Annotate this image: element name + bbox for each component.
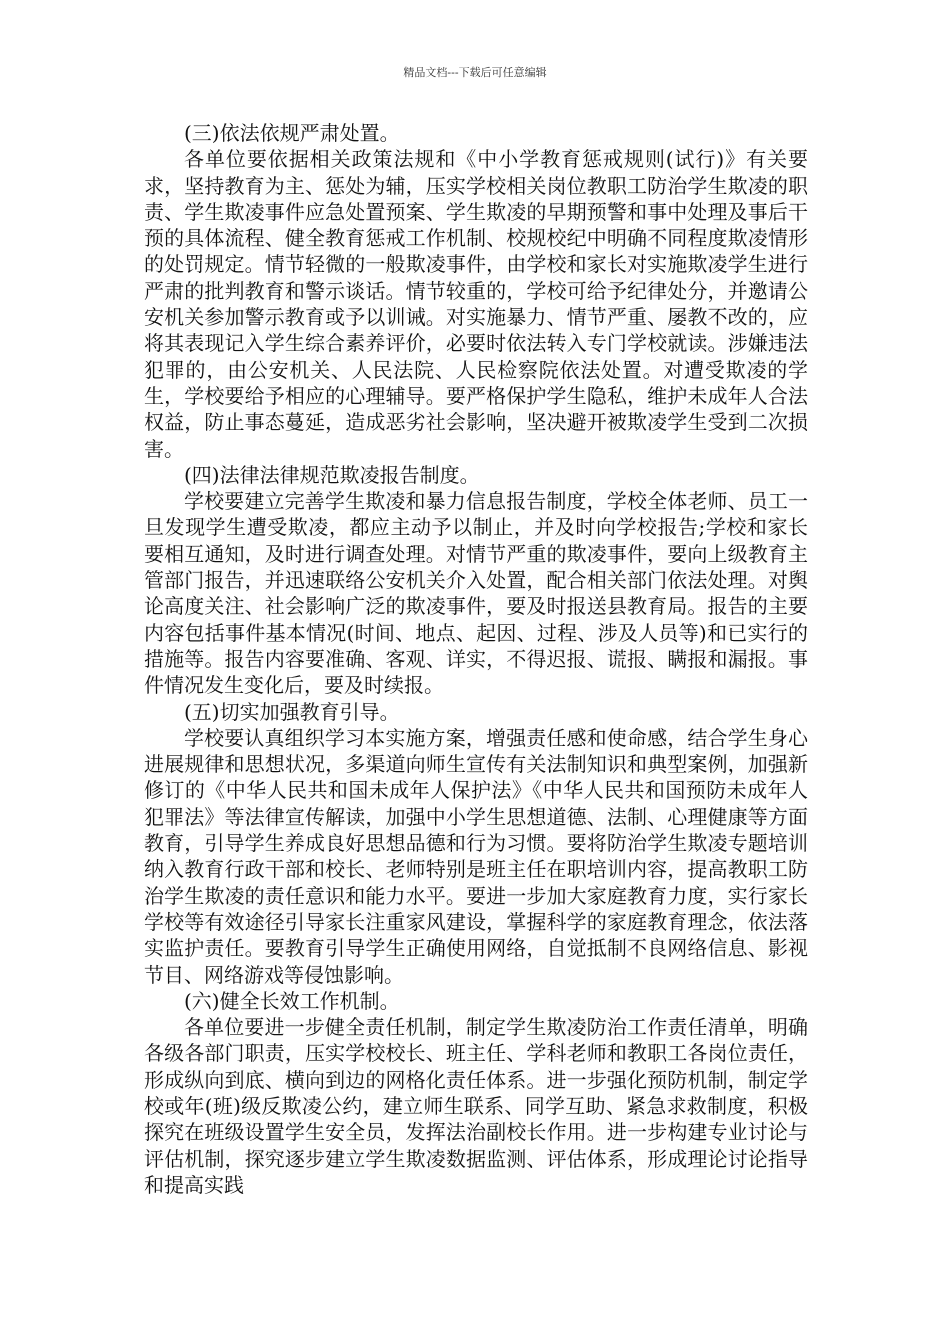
body-paragraph: 学校要认真组织学习本实施方案，增强责任感和使命感，结合学生身心进展规律和思想状况，多渠道向师生宣传有关法制知识和典型案例，加强新修订的《中华人民共和国未成年人保护法》《中华人民共和国预防未成年人犯罪法》等法律宣传解读，加强中小学生思想道德、法制、心理健康等方面教育，引导学生养成良好思想品德和行为习惯。要将防治学生欺凌专题培训纳入教育行政干部和校长、老师特别是班主任在职培训内容，提高教职工防治学生欺凌的责任意识和能力水平。要进一步加大家庭教育力度，实行家长学校等有效途径引导家长注重家风建设，掌握科学的家庭教育理念，依法落实监护责任。要教育引导学生正确使用网络，自觉抵制不良网络信息、影视节目、网络游戏等侵蚀影响。 — [144, 725, 808, 987]
section-heading-3: (三)依法依规严肃处置。 — [184, 121, 400, 145]
body-paragraph: 各单位要依据相关政策法规和《中小学教育惩戒规则(试行)》有关要求，坚持教育为主、惩处为辅，压实学校相关岗位教职工防治学生欺凌的职责、学生欺凌事件应急处置预案、学生欺凌的早期预警和事中处理及事后干预的具体流程、健全教育惩戒工作机制、校规校纪中明确不同程度欺凌情形的处罚规定。情节轻微的一般欺凌事件，由学校和家长对实施欺凌学生进行严肃的批判教育和警示谈话。情节较重的，学校可给予纪律处分，并邀请公安机关参加警示教育或予以训诫。对实施暴力、情节严重、屡教不改的，应将其表现记入学生综合素养评价，必要时依法转入专门学校就读。涉嫌违法犯罪的，由公安机关、人民法院、人民检察院依法处置。对遭受欺凌的学生，学校要给予相应的心理辅导。要严格保护学生隐私，维护未成年人合法权益，防止事态蔓延，造成恶劣社会影响，坚决避开被欺凌学生受到二次损害。 — [144, 147, 808, 461]
page-header: 精品文档---下载后可任意编辑 — [403, 66, 547, 79]
section-heading-4: (四)法律法律规范欺凌报告制度。 — [184, 462, 480, 487]
section-heading-6: (六)健全长效工作机制。 — [184, 988, 400, 1013]
body-paragraph: 各单位要进一步健全责任机制，制定学生欺凌防治工作责任清单，明确各级各部门职责，压实学校校长、班主任、学科老师和教职工各岗位责任，形成纵向到底、横向到边的网格化责任体系。进一步强化预防机制，制定学校或年(班)级反欺凌公约，建立师生联系、同学互助、紧急求救制度，积极探究在班级设置学生安全员，发挥法治副校长作用。进一步构建专业讨论与评估机制，探究逐步建立学生欺凌数据监测、评估体系，形成理论讨论指导和提高实践 — [144, 1015, 808, 1197]
section-heading-5: (五)切实加强教育引导。 — [184, 699, 400, 724]
document-body — [144, 120, 808, 1198]
body-paragraph: 学校要建立完善学生欺凌和暴力信息报告制度，学校全体老师、员工一旦发现学生遭受欺凌，都应主动予以制止，并及时向学校报告;学校和家长要相互通知，及时进行调查处理。对情节严重的欺凌事件，要向上级教育主管部门报告，并迅速联络公安机关介入处置，配合相关部门依法处理。对舆论高度关注、社会影响广泛的欺凌事件，要及时报送县教育局。报告的主要内容包括事件基本情况(时间、地点、起因、过程、涉及人员等)和已实行的措施等。报告内容要准确、客观、详实，不得迟报、谎报、瞒报和漏报。事件情况发生变化后，要及时续报。 — [144, 489, 808, 698]
